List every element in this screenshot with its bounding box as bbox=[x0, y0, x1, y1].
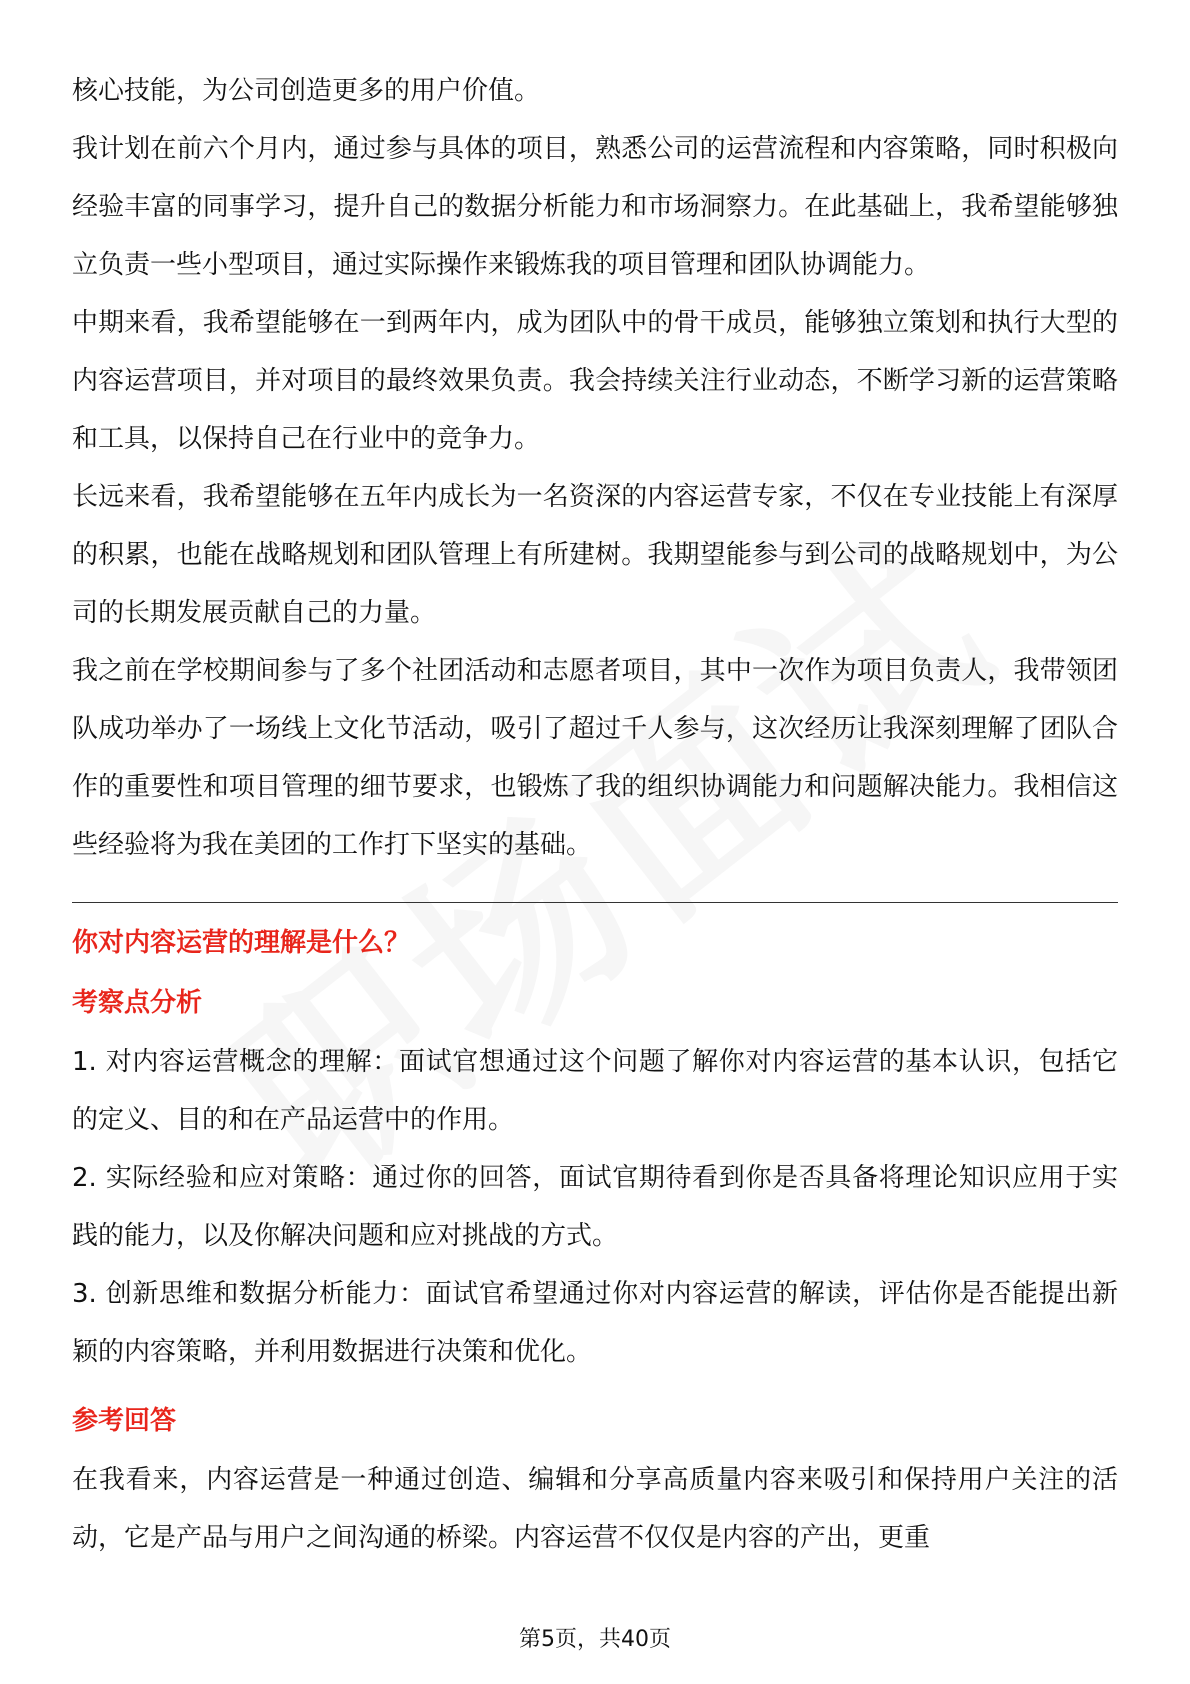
reference-answer: 在我看来，内容运营是一种通过创造、编辑和分享高质量内容来吸引和保持用户关注的活动，它是产品与用户之间沟通的桥梁。内容运营不仅仅是内容的产出，更重 bbox=[72, 1465, 1118, 1553]
paragraph: 中期来看，我希望能够在一到两年内，成为团队中的骨干成员，能够独立策划和执行大型的内容运营项目，并对项目的最终效果负责。我会持续关注行业动态，不断学习新的运营策略和工具，以保持自己在行业中的竞争力。 bbox=[72, 308, 1118, 454]
section-divider bbox=[72, 902, 1118, 903]
question-title: 你对内容运营的理解是什么？ bbox=[72, 928, 411, 958]
analysis-title: 考察点分析 bbox=[72, 988, 203, 1018]
paragraph: 我之前在学校期间参与了多个社团活动和志愿者项目，其中一次作为项目负责人，我带领团队成功举办了一场线上文化节活动，吸引了超过千人参与，这次经历让我深刻理解了团队合作的重要性和项目管理的细节要求，也锻炼了我的组织协调能力和问题解决能力。我相信这些经验将为我在美团的工作打下坚实的基础。 bbox=[72, 656, 1118, 860]
document-page bbox=[72, 62, 1118, 1567]
analysis-point: 3. 创新思维和数据分析能力：面试官希望通过你对内容运营的解读，评估你是否能提出新颖的内容策略，并利用数据进行决策和优化。 bbox=[72, 1279, 1118, 1367]
analysis-point: 2. 实际经验和应对策略：通过你的回答，面试官期待看到你是否具备将理论知识应用于实践的能力，以及你解决问题和应对挑战的方式。 bbox=[72, 1163, 1118, 1251]
paragraph: 我计划在前六个月内，通过参与具体的项目，熟悉公司的运营流程和内容策略，同时积极向经验丰富的同事学习，提升自己的数据分析能力和市场洞察力。在此基础上，我希望能够独立负责一些小型项目，通过实际操作来锻炼我的项目管理和团队协调能力。 bbox=[72, 134, 1118, 280]
paragraph: 长远来看，我希望能够在五年内成长为一名资深的内容运营专家，不仅在专业技能上有深厚的积累，也能在战略规划和团队管理上有所建树。我期望能参与到公司的战略规划中，为公司的长期发展贡献自己的力量。 bbox=[72, 482, 1118, 628]
paragraph: 核心技能，为公司创造更多的用户价值。 bbox=[72, 76, 541, 106]
page-number: 第5页，共40页 bbox=[519, 1627, 671, 1652]
analysis-point: 1. 对内容运营概念的理解：面试官想通过这个问题了解你对内容运营的基本认识，包括它的定义、目的和在产品运营中的作用。 bbox=[72, 1047, 1118, 1135]
reference-title: 参考回答 bbox=[72, 1406, 177, 1436]
